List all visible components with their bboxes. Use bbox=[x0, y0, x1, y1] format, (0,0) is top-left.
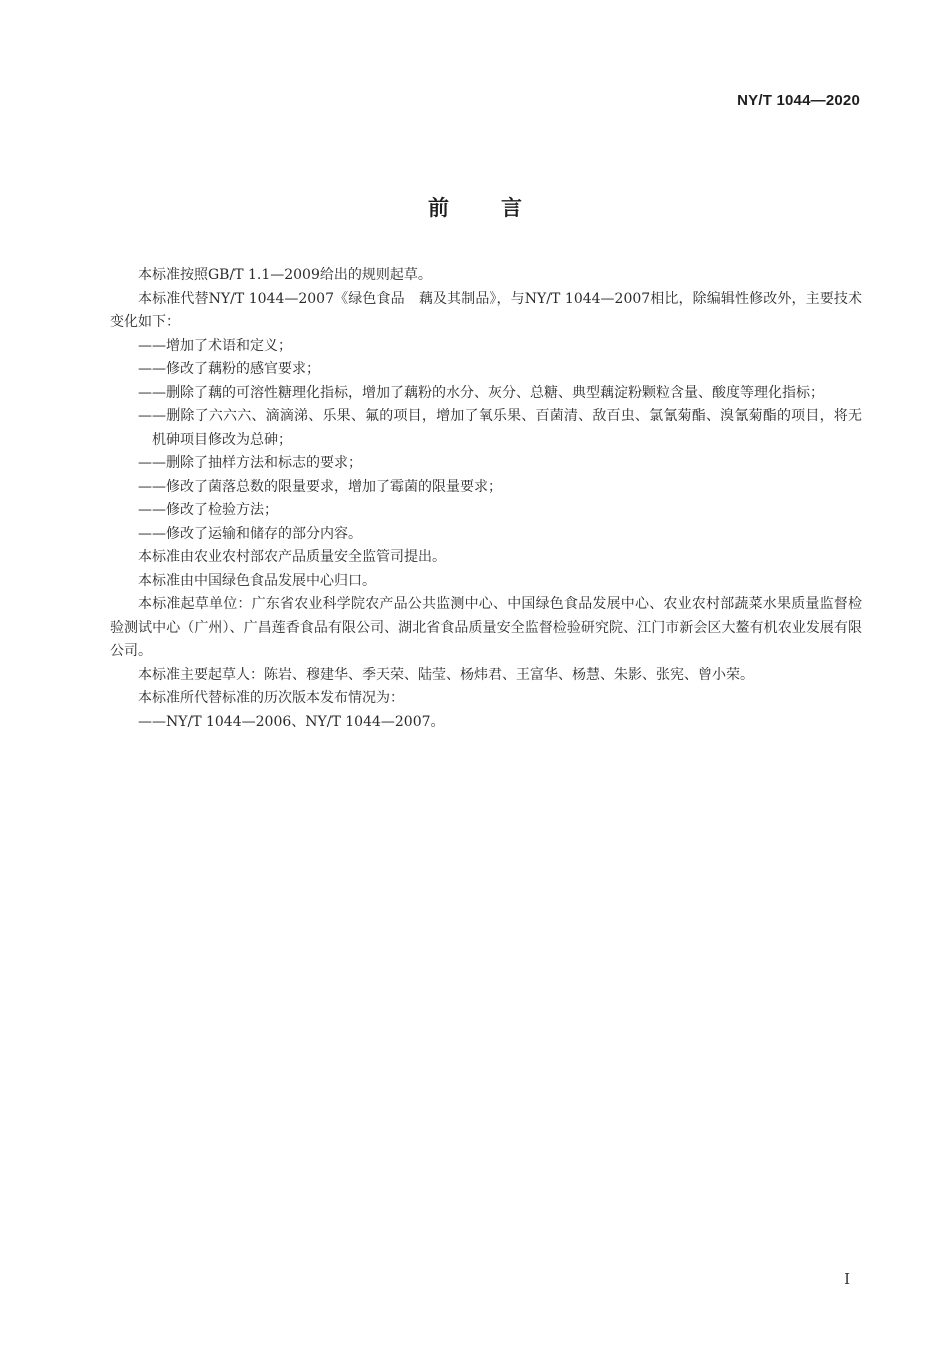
paragraph-drafters: 本标准主要起草人：陈岩、穆建华、季天荣、陆莹、杨炜君、王富华、杨慧、朱影、张宪、曾小荣。 bbox=[138, 666, 754, 683]
change-item: ——修改了检验方法； bbox=[138, 502, 278, 518]
paragraph-replacement: 本标准代替NY/T 1044—2007《绿色食品 藕及其制品》，与NY/T 1044—2007相比，除编辑性修改外，主要技术变化如下： bbox=[110, 290, 862, 330]
title-char-2: 言 bbox=[501, 196, 522, 220]
paragraph-history-intro: 本标准所代替标准的历次版本发布情况为： bbox=[138, 690, 404, 706]
change-item: ——删除了藕的可溶性糖理化指标，增加了藕粉的水分、灰分、总糖、典型藕淀粉颗粒含量、酸度等理化指标； bbox=[138, 384, 824, 401]
foreword-body bbox=[110, 264, 862, 734]
change-item: ——修改了运输和储存的部分内容。 bbox=[138, 525, 362, 542]
page-number: I bbox=[844, 1270, 850, 1288]
paragraph-drafting-units: 本标准起草单位：广东省农业科学院农产品公共监测中心、中国绿色食品发展中心、农业农村部蔬菜水果质量监督检验测试中心（广州）、广昌莲香食品有限公司、湖北省食品质量安全监督检验研究院、江门市新会区大鳌有机农业发展有限公司。 bbox=[110, 596, 862, 659]
paragraph-drafting-rules: 本标准按照GB/T 1.1—2009给出的规则起草。 bbox=[138, 267, 432, 283]
change-item: ——删除了六六六、滴滴涕、乐果、氟的项目，增加了氧乐果、百菌清、敌百虫、氯氰菊酯、溴氰菊酯的项目，将无机砷项目修改为总砷； bbox=[138, 408, 862, 448]
change-item: ——增加了术语和定义； bbox=[138, 337, 292, 354]
paragraph-centralized: 本标准由中国绿色食品发展中心归口。 bbox=[138, 572, 376, 589]
title-char-1: 前 bbox=[428, 196, 449, 220]
change-item: ——修改了藕粉的感官要求； bbox=[138, 361, 320, 377]
paragraph-proposer: 本标准由农业农村部农产品质量安全监管司提出。 bbox=[138, 549, 446, 565]
change-item: ——删除了抽样方法和标志的要求； bbox=[138, 455, 362, 471]
history-item: ——NY/T 1044—2006、NY/T 1044—2007。 bbox=[138, 713, 445, 730]
page-title bbox=[0, 192, 950, 222]
change-item: ——修改了菌落总数的限量要求，增加了霉菌的限量要求； bbox=[138, 478, 502, 495]
standard-code: NY/T 1044—2020 bbox=[737, 92, 860, 109]
